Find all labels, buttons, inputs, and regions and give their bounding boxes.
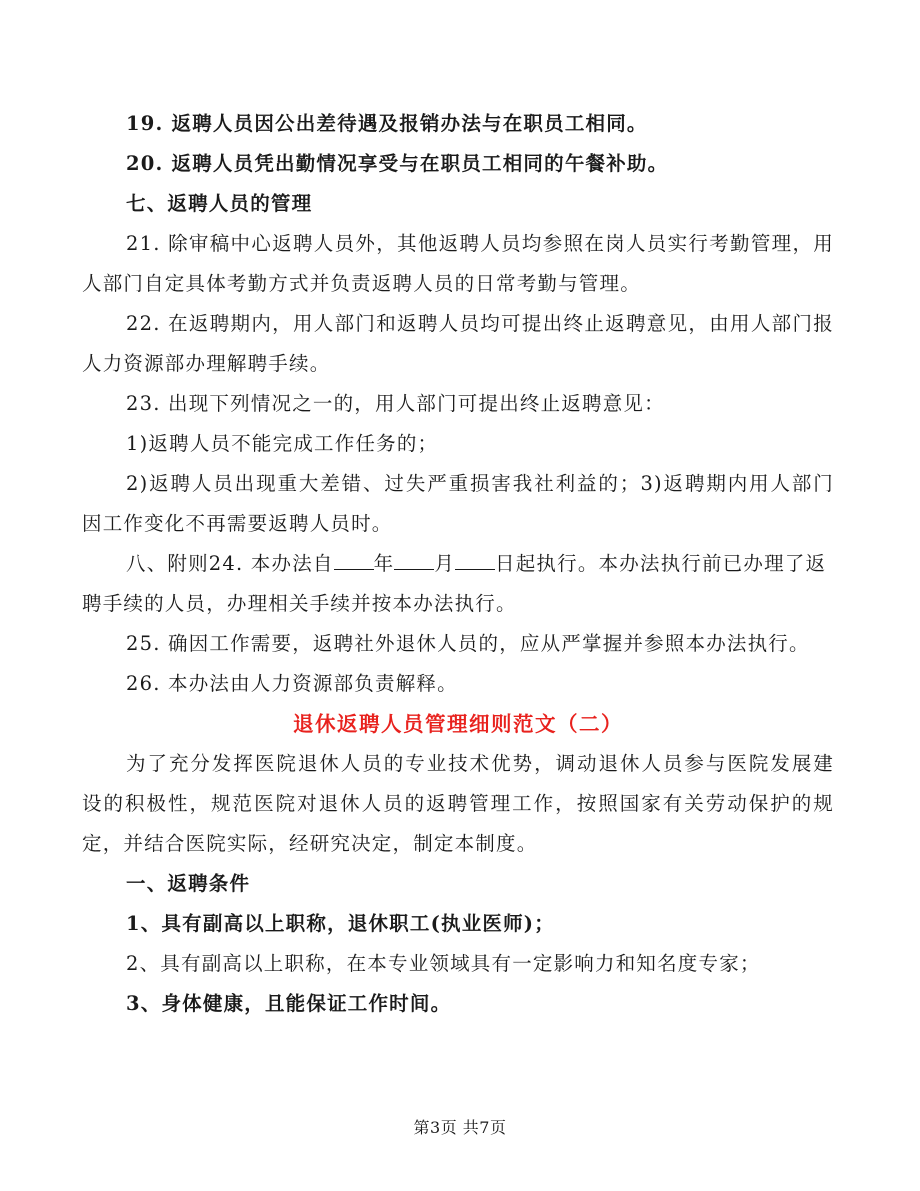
clause-23-item-2-line-2: 因工作变化不再需要返聘人员时。 — [82, 512, 393, 535]
heading-conditions: 一、返聘条件 — [126, 872, 251, 895]
clause-24-month: 月 — [434, 552, 456, 575]
clause-21-line-1: 21. 除审稿中心返聘人员外，其他返聘人员均参照在岗人员实行考勤管理，用 — [126, 232, 834, 255]
intro-line-1: 为了充分发挥医院退休人员的专业技术优势，调动退休人员参与医院发展建 — [126, 752, 834, 775]
section-title: 退休返聘人员管理细则范文（二） — [293, 712, 623, 736]
condition-3: 3、身体健康，且能保证工作时间。 — [126, 992, 452, 1015]
clause-22-line-2: 人力资源部办理解聘手续。 — [82, 352, 331, 375]
clause-22-line-1: 22. 在返聘期内，用人部门和返聘人员均可提出终止返聘意见，由用人部门报 — [126, 312, 834, 335]
clause-24-line-2: 聘手续的人员，办理相关手续并按本办法执行。 — [82, 592, 517, 615]
clause-19: 19. 返聘人员因公出差待遇及报销办法与在职员工相同。 — [126, 112, 648, 135]
day-blank — [455, 549, 495, 570]
clause-24-suffix: 日起执行。本办法执行前已办理了返 — [495, 552, 827, 575]
clause-23-item-1: 1)返聘人员不能完成工作任务的； — [126, 432, 439, 455]
clause-24-line-1 — [82, 544, 834, 584]
clause-23: 23. 出现下列情况之一的，用人部门可提出终止返聘意见： — [126, 392, 665, 415]
clause-24-year: 年 — [373, 552, 395, 575]
clause-21-line-2: 人部门自定具体考勤方式并负责返聘人员的日常考勤与管理。 — [82, 272, 641, 295]
clause-25: 25. 确因工作需要，返聘社外退休人员的，应从严掌握并参照本办法执行。 — [126, 632, 810, 655]
condition-2: 2、具有副高以上职称，在本专业领域具有一定影响力和知名度专家； — [126, 952, 761, 975]
clause-24-prefix: 八、附则24. 本办法自 — [126, 552, 334, 575]
clause-23-item-2-line-1: 2)返聘人员出现重大差错、过失严重损害我社利益的；3)返聘期内用人部门 — [126, 472, 834, 495]
page-number: 第3页 共7页 — [413, 1118, 507, 1137]
clause-26: 26. 本办法由人力资源部负责解释。 — [126, 672, 458, 695]
clause-20: 20. 返聘人员凭出勤情况享受与在职员工相同的午餐补助。 — [126, 152, 669, 175]
condition-1: 1、具有副高以上职称，退休职工(执业医师)； — [126, 912, 555, 935]
intro-line-2: 设的积极性，规范医院对退休人员的返聘管理工作，按照国家有关劳动保护的规 — [82, 792, 834, 815]
section-heading-7: 七、返聘人员的管理 — [126, 192, 313, 215]
document-body — [82, 104, 834, 1024]
year-blank — [334, 549, 374, 570]
month-blank — [394, 549, 434, 570]
intro-line-3: 定，并结合医院实际，经研究决定，制定本制度。 — [82, 832, 538, 855]
